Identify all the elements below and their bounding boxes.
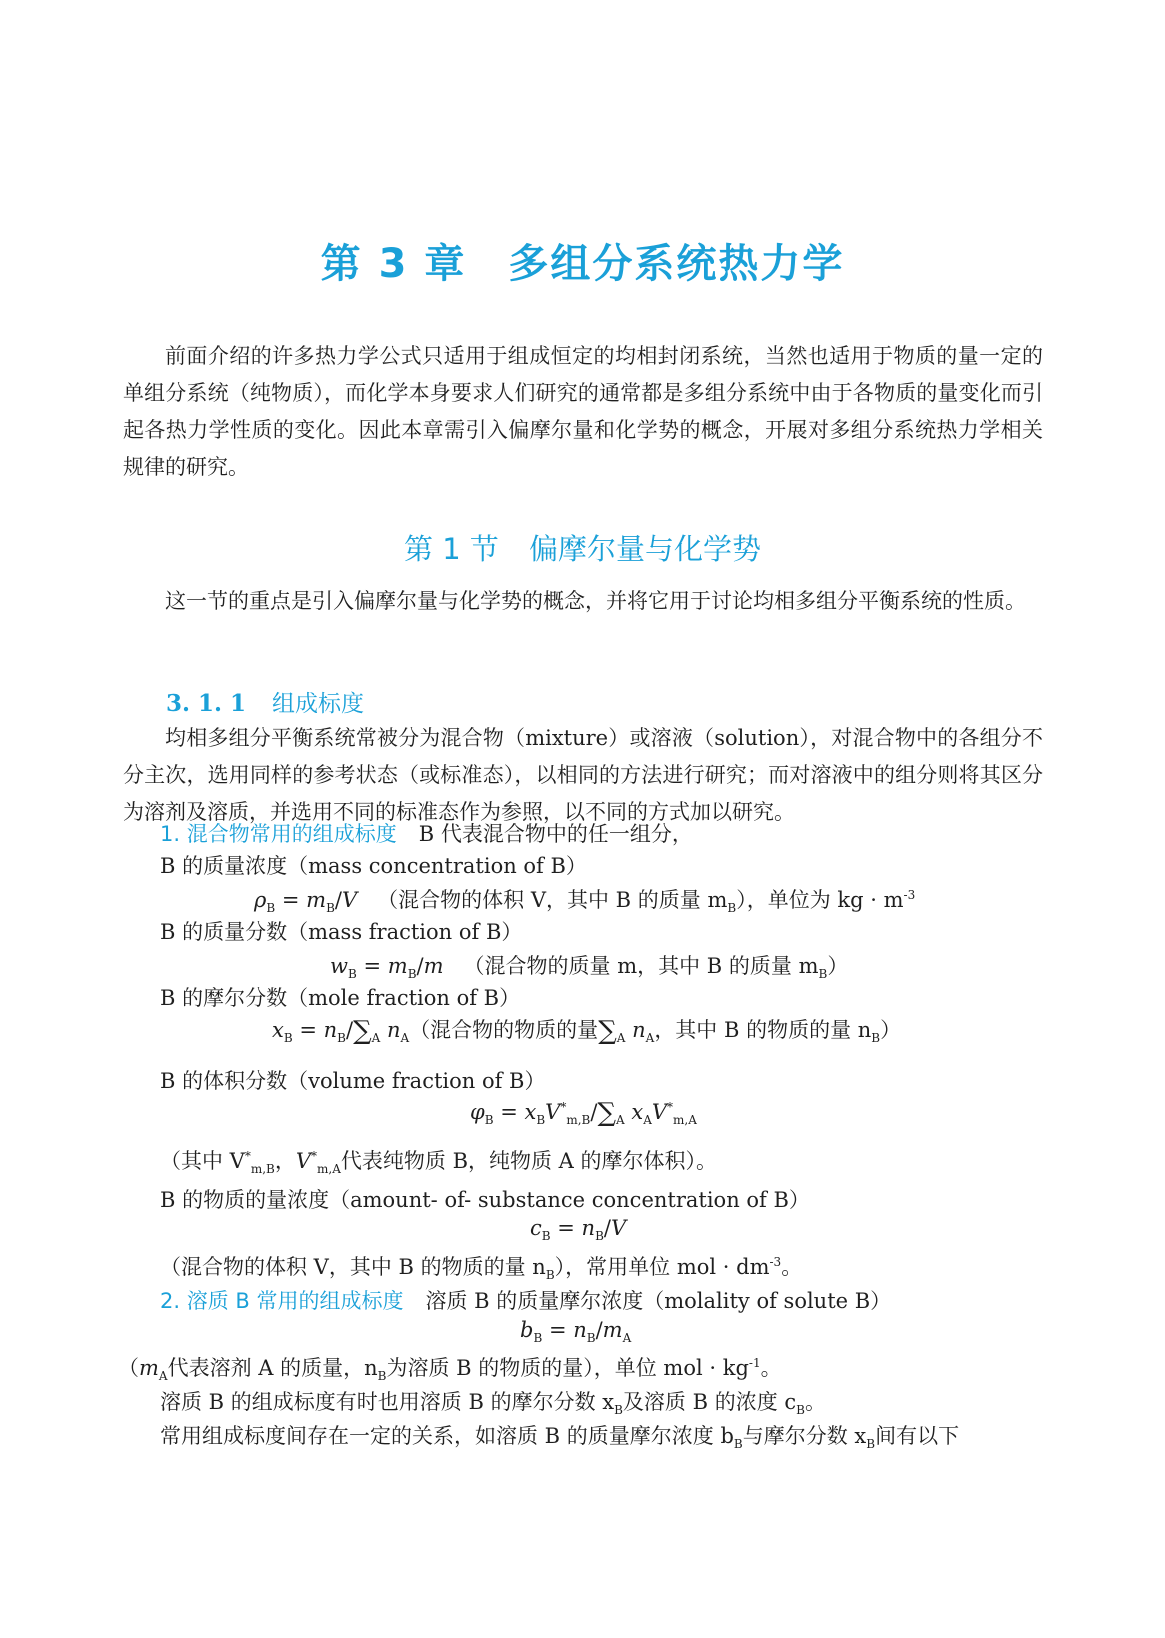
item2-line: [160, 1285, 891, 1315]
relation-line-a: 常用组成标度间存在一定的关系，如溶质 B 的质量摩尔浓度 b: [160, 1424, 734, 1448]
item2-heading: 2. 溶质 B 常用的组成标度: [160, 1289, 404, 1313]
solute-line-a: 溶质 B 的组成标度有时也用溶质 B 的摩尔分数 x: [160, 1390, 615, 1414]
section-intro-paragraph: 这一节的重点是引入偏摩尔量与化学势的概念，并将它用于讨论均相多组分平衡系统的性质。: [165, 589, 1026, 613]
mass-conc-note: （混合物的体积 V，其中 B 的质量 m: [377, 888, 728, 912]
vol-frac-label: B 的体积分数（volume fraction of B）: [160, 1069, 546, 1093]
molality-note-a: 代表溶剂 A 的质量，n: [167, 1356, 378, 1380]
subsection-number: 3. 1. 1: [166, 690, 247, 717]
subsection-heading: [166, 685, 364, 718]
solute-line: 溶质 B 的组成标度有时也用溶质 B 的摩尔分数 $x_B$及溶质 B 的浓度 $c_B$。: [160, 1390, 826, 1418]
item1-heading: 1. 混合物常用的组成标度: [160, 822, 397, 846]
relation-line-c: 间有以下: [875, 1424, 960, 1448]
mass-conc-unit: ），单位为 kg · m: [736, 888, 904, 912]
subsection-title: 组成标度: [272, 691, 365, 717]
mole-frac-formula: $x_B = n_B/\sum_A$ $n_A$（混合物的物质的量$\sum_A$ $n_A$，其中 B 的物质的量 $n_B$）: [272, 1016, 902, 1046]
amount-conc-note-text: （混合物的体积 V，其中 B 的物质的量 n: [160, 1255, 546, 1279]
solute-line-b: 及溶质 B 的浓度 c: [622, 1390, 797, 1414]
section-title: [0, 527, 1165, 568]
molality-note: （$m_A$代表溶剂 A 的质量，$n_B$为溶质 B 的物质的量），单位 mol · $kg^{-1}$。: [118, 1356, 782, 1384]
mass-conc-formula: $\rho_B = m_B/V$ （混合物的体积 V，其中 B 的质量 $m_B$），单位为 kg · $m^{-3}$: [254, 888, 916, 916]
molality-formula: $b_B = n_B/m_A$: [520, 1318, 632, 1346]
amount-conc-note: （混合物的体积 V，其中 B 的物质的量 $n_B$），常用单位 mol · $dm^{-3}$。: [160, 1255, 803, 1283]
item2-text: 溶质 B 的质量摩尔浓度（molality of solute B）: [425, 1289, 892, 1313]
vol-frac-note-b: 代表纯物质 B，纯物质 A 的摩尔体积）。: [340, 1149, 718, 1173]
relation-line: 常用组成标度间存在一定的关系，如溶质 B 的质量摩尔浓度 $b_B$与摩尔分数 $x_B$间有以下: [160, 1424, 960, 1452]
amount-conc-formula: $c_B = n_B/V$: [530, 1216, 627, 1244]
section-number: 第 1 节: [404, 532, 499, 566]
mole-frac-note: （混合物的物质的量: [409, 1018, 599, 1042]
chapter-name: 多组分系统热力学: [508, 241, 845, 287]
mass-conc-label: B 的质量浓度（mass concentration of B）: [160, 854, 587, 878]
mole-frac-note-2: ，其中 B 的物质的量 n: [654, 1018, 872, 1042]
mass-frac-formula: $w_B = m_B/m$ （混合物的质量 m，其中 B 的质量 $m_B$）: [330, 954, 849, 982]
intro-paragraph: 前面介绍的许多热力学公式只适用于组成恒定的均相封闭系统，当然也适用于物质的量一定的单组分系统（纯物质），而化学本身要求人们研究的通常都是多组分系统中由于各物质的量变化而引起各热力学性质的变化。因此本章需引入偏摩尔量和化学势的概念，开展对多组分系统热力学相关规律的研究。: [123, 344, 1043, 479]
section-name: 偏摩尔量与化学势: [528, 532, 761, 566]
mass-frac-note: （混合物的质量 m，其中 B 的质量 m: [463, 954, 819, 978]
chapter-title: [0, 232, 1165, 289]
mass-frac-label: B 的质量分数（mass fraction of B）: [160, 920, 523, 944]
vol-frac-note: （其中 $V^*_{m,B}$，$V^*_{m,A}$代表纯物质 B，纯物质 A 的摩尔体积）。: [160, 1149, 718, 1177]
item1-text: B 代表混合物中的任一组分，: [418, 822, 693, 846]
chapter-number: 第 3 章: [320, 241, 467, 287]
amount-conc-unit: ），常用单位 mol · dm: [554, 1255, 770, 1279]
relation-line-b: 与摩尔分数 x: [742, 1424, 867, 1448]
molality-note-b: 为溶质 B 的物质的量），单位 mol · kg: [386, 1356, 749, 1380]
item1-line: [160, 818, 693, 848]
mole-frac-label: B 的摩尔分数（mole fraction of B）: [160, 986, 521, 1010]
body-paragraph-1: 均相多组分平衡系统常被分为混合物（mixture）或溶液（solution），对混合物中的各组分不分主次，选用同样的参考状态（或标准态），以相同的方法进行研究；而对溶液中的组分则将其区分为溶剂及溶质，并选用不同的标准态作为参照，以不同的方式加以研究。: [123, 726, 1043, 824]
vol-frac-formula: $\varphi_B = x_BV^*_{m,B}/\sum_A$ $x_AV^*_{m,A}$: [470, 1098, 697, 1128]
vol-frac-note-a: （其中 V: [160, 1149, 245, 1173]
amount-conc-label: B 的物质的量浓度（amount- of- substance concentration of B）: [160, 1188, 810, 1212]
